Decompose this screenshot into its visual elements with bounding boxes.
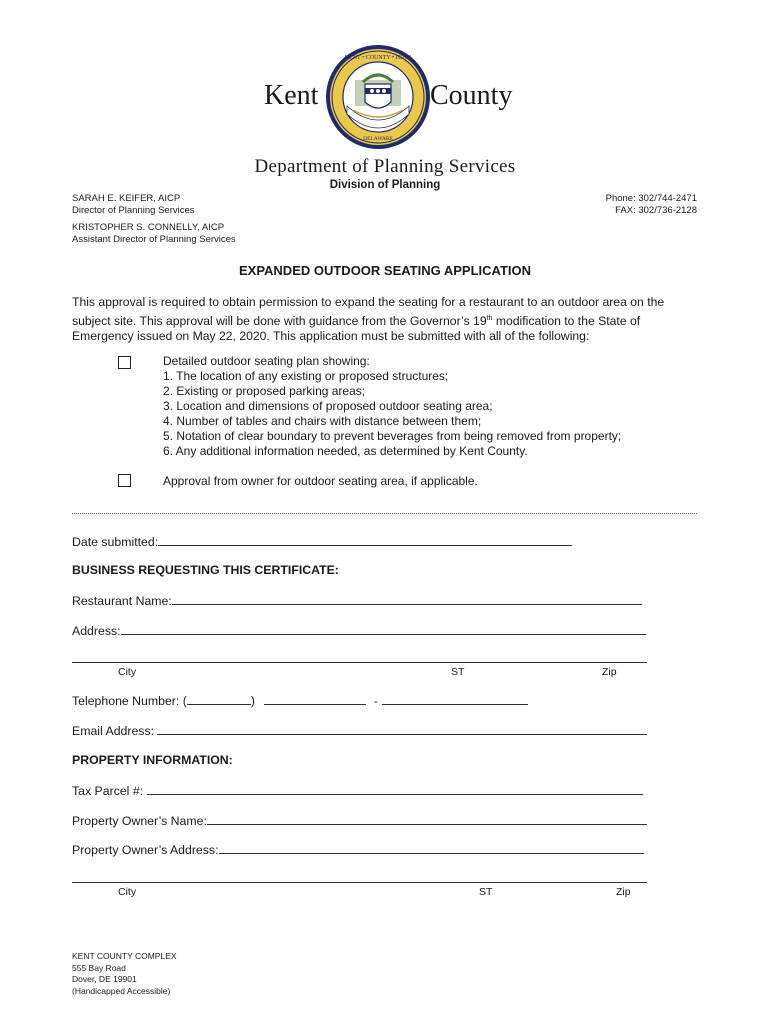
list-item: 1. The location of any existing or proposed structures; (163, 369, 449, 383)
owner-address-line2-row (72, 871, 647, 886)
kent-county-seal (325, 44, 431, 150)
zip-label: Zip (602, 666, 617, 678)
address-line2-field[interactable] (72, 651, 647, 663)
owner-name-label: Property Owner’s Name: (72, 814, 207, 828)
director-name: SARAH E. KEIFER, AICP (72, 193, 181, 204)
list-item: 6. Any additional information needed, as determined by Kent County. (163, 444, 528, 458)
restaurant-name-row (72, 593, 642, 608)
telephone-close-paren: ) (250, 694, 255, 708)
svg-text:DELAWARE: DELAWARE (363, 136, 393, 142)
restaurant-name-label: Restaurant Name: (72, 594, 172, 608)
date-submitted-label: Date submitted: (72, 535, 159, 549)
footer-line: 555 Bay Road (72, 962, 126, 973)
owner-name-field[interactable] (207, 813, 647, 825)
footer-address (72, 951, 177, 997)
requirement-owner-approval: Approval from owner for outdoor seating area, if applicable. (163, 474, 478, 488)
list-item: 3. Location and dimensions of proposed outdoor seating area; (163, 399, 493, 413)
list-item: 5. Notation of clear boundary to prevent beverages from being removed from property; (163, 429, 622, 443)
business-heading: BUSINESS REQUESTING THIS CERTIFICATE: (72, 563, 339, 577)
owner-st-label: ST (479, 886, 493, 898)
requirement-seating-plan-lead: Detailed outdoor seating plan showing: (163, 354, 370, 368)
property-heading: PROPERTY INFORMATION: (72, 753, 233, 767)
intro-text-1: This approval is required to obtain permission to expand the seating for a restaurant to an outdoor area on the subject site. This approval will be done with guidance from the Governor’s 19 (72, 295, 665, 328)
tax-parcel-field[interactable] (147, 783, 643, 795)
tax-parcel-label: Tax Parcel #: (72, 784, 144, 798)
requirement-seating-plan-checkbox[interactable] (118, 356, 131, 369)
intro-superscript: th (486, 314, 493, 322)
telephone-row (72, 693, 528, 708)
footer-line: (Handicapped Accessible) (72, 985, 171, 996)
owner-name-row (72, 813, 647, 828)
header-county-word: County (430, 80, 513, 111)
st-label: ST (451, 666, 465, 678)
email-row (72, 723, 647, 738)
footer-line: KENT COUNTY COMPLEX (72, 951, 177, 961)
divider (72, 513, 697, 514)
address-row (72, 623, 646, 638)
telephone-label: Telephone Number: ( (72, 694, 187, 708)
assistant-block (72, 222, 236, 246)
date-submitted-field[interactable] (158, 534, 572, 546)
phone-block (606, 193, 697, 217)
intro-paragraph (72, 295, 697, 345)
address-line2-row (72, 651, 647, 666)
telephone-area-code-field[interactable] (187, 693, 251, 705)
email-field[interactable] (157, 723, 647, 735)
intro-text-2: modification to the State of Emergency issued on May 22, 2020. This application must be submitted with all of the following: (72, 313, 641, 344)
assistant-title: Assistant Director of Planning Services (72, 234, 236, 245)
svg-text:KENT • COUNTY • PENN: KENT • COUNTY • PENN (344, 55, 412, 61)
tax-parcel-row (72, 783, 643, 798)
address-label: Address: (72, 624, 121, 638)
owner-address-row (72, 842, 644, 857)
header-kent-word: Kent (264, 80, 319, 111)
owner-address-line2-field[interactable] (72, 871, 647, 883)
phone-number: Phone: 302/744-2471 (605, 193, 697, 204)
owner-address-field[interactable] (219, 842, 644, 854)
restaurant-name-field[interactable] (172, 593, 642, 605)
list-item: 2. Existing or proposed parking areas; (163, 384, 366, 398)
director-title: Director of Planning Services (72, 205, 195, 216)
list-item: 4. Number of tables and chairs with distance between them; (163, 414, 482, 428)
footer-line: Dover, DE 19901 (72, 974, 137, 984)
telephone-line-field[interactable] (382, 693, 528, 705)
fax-number: FAX: 302/736-2128 (615, 205, 697, 216)
owner-city-label: City (118, 886, 137, 898)
city-label: City (118, 666, 137, 678)
email-label: Email Address: (72, 724, 155, 738)
telephone-dash: - (373, 694, 378, 708)
telephone-prefix-field[interactable] (264, 693, 366, 705)
department-title: Department of Planning Services (254, 156, 516, 177)
address-field[interactable] (121, 623, 646, 635)
division-title: Division of Planning (329, 179, 441, 191)
owner-address-label: Property Owner’s Address: (72, 843, 219, 857)
owner-zip-label: Zip (616, 886, 631, 898)
assistant-name: KRISTOPHER S. CONNELLY, AICP (72, 222, 225, 233)
director-block (72, 193, 195, 217)
requirement-owner-approval-checkbox[interactable] (118, 474, 131, 487)
date-submitted-row (72, 534, 572, 549)
form-title: EXPANDED OUTDOOR SEATING APPLICATION (238, 263, 532, 278)
requirement-seating-plan (163, 354, 621, 459)
